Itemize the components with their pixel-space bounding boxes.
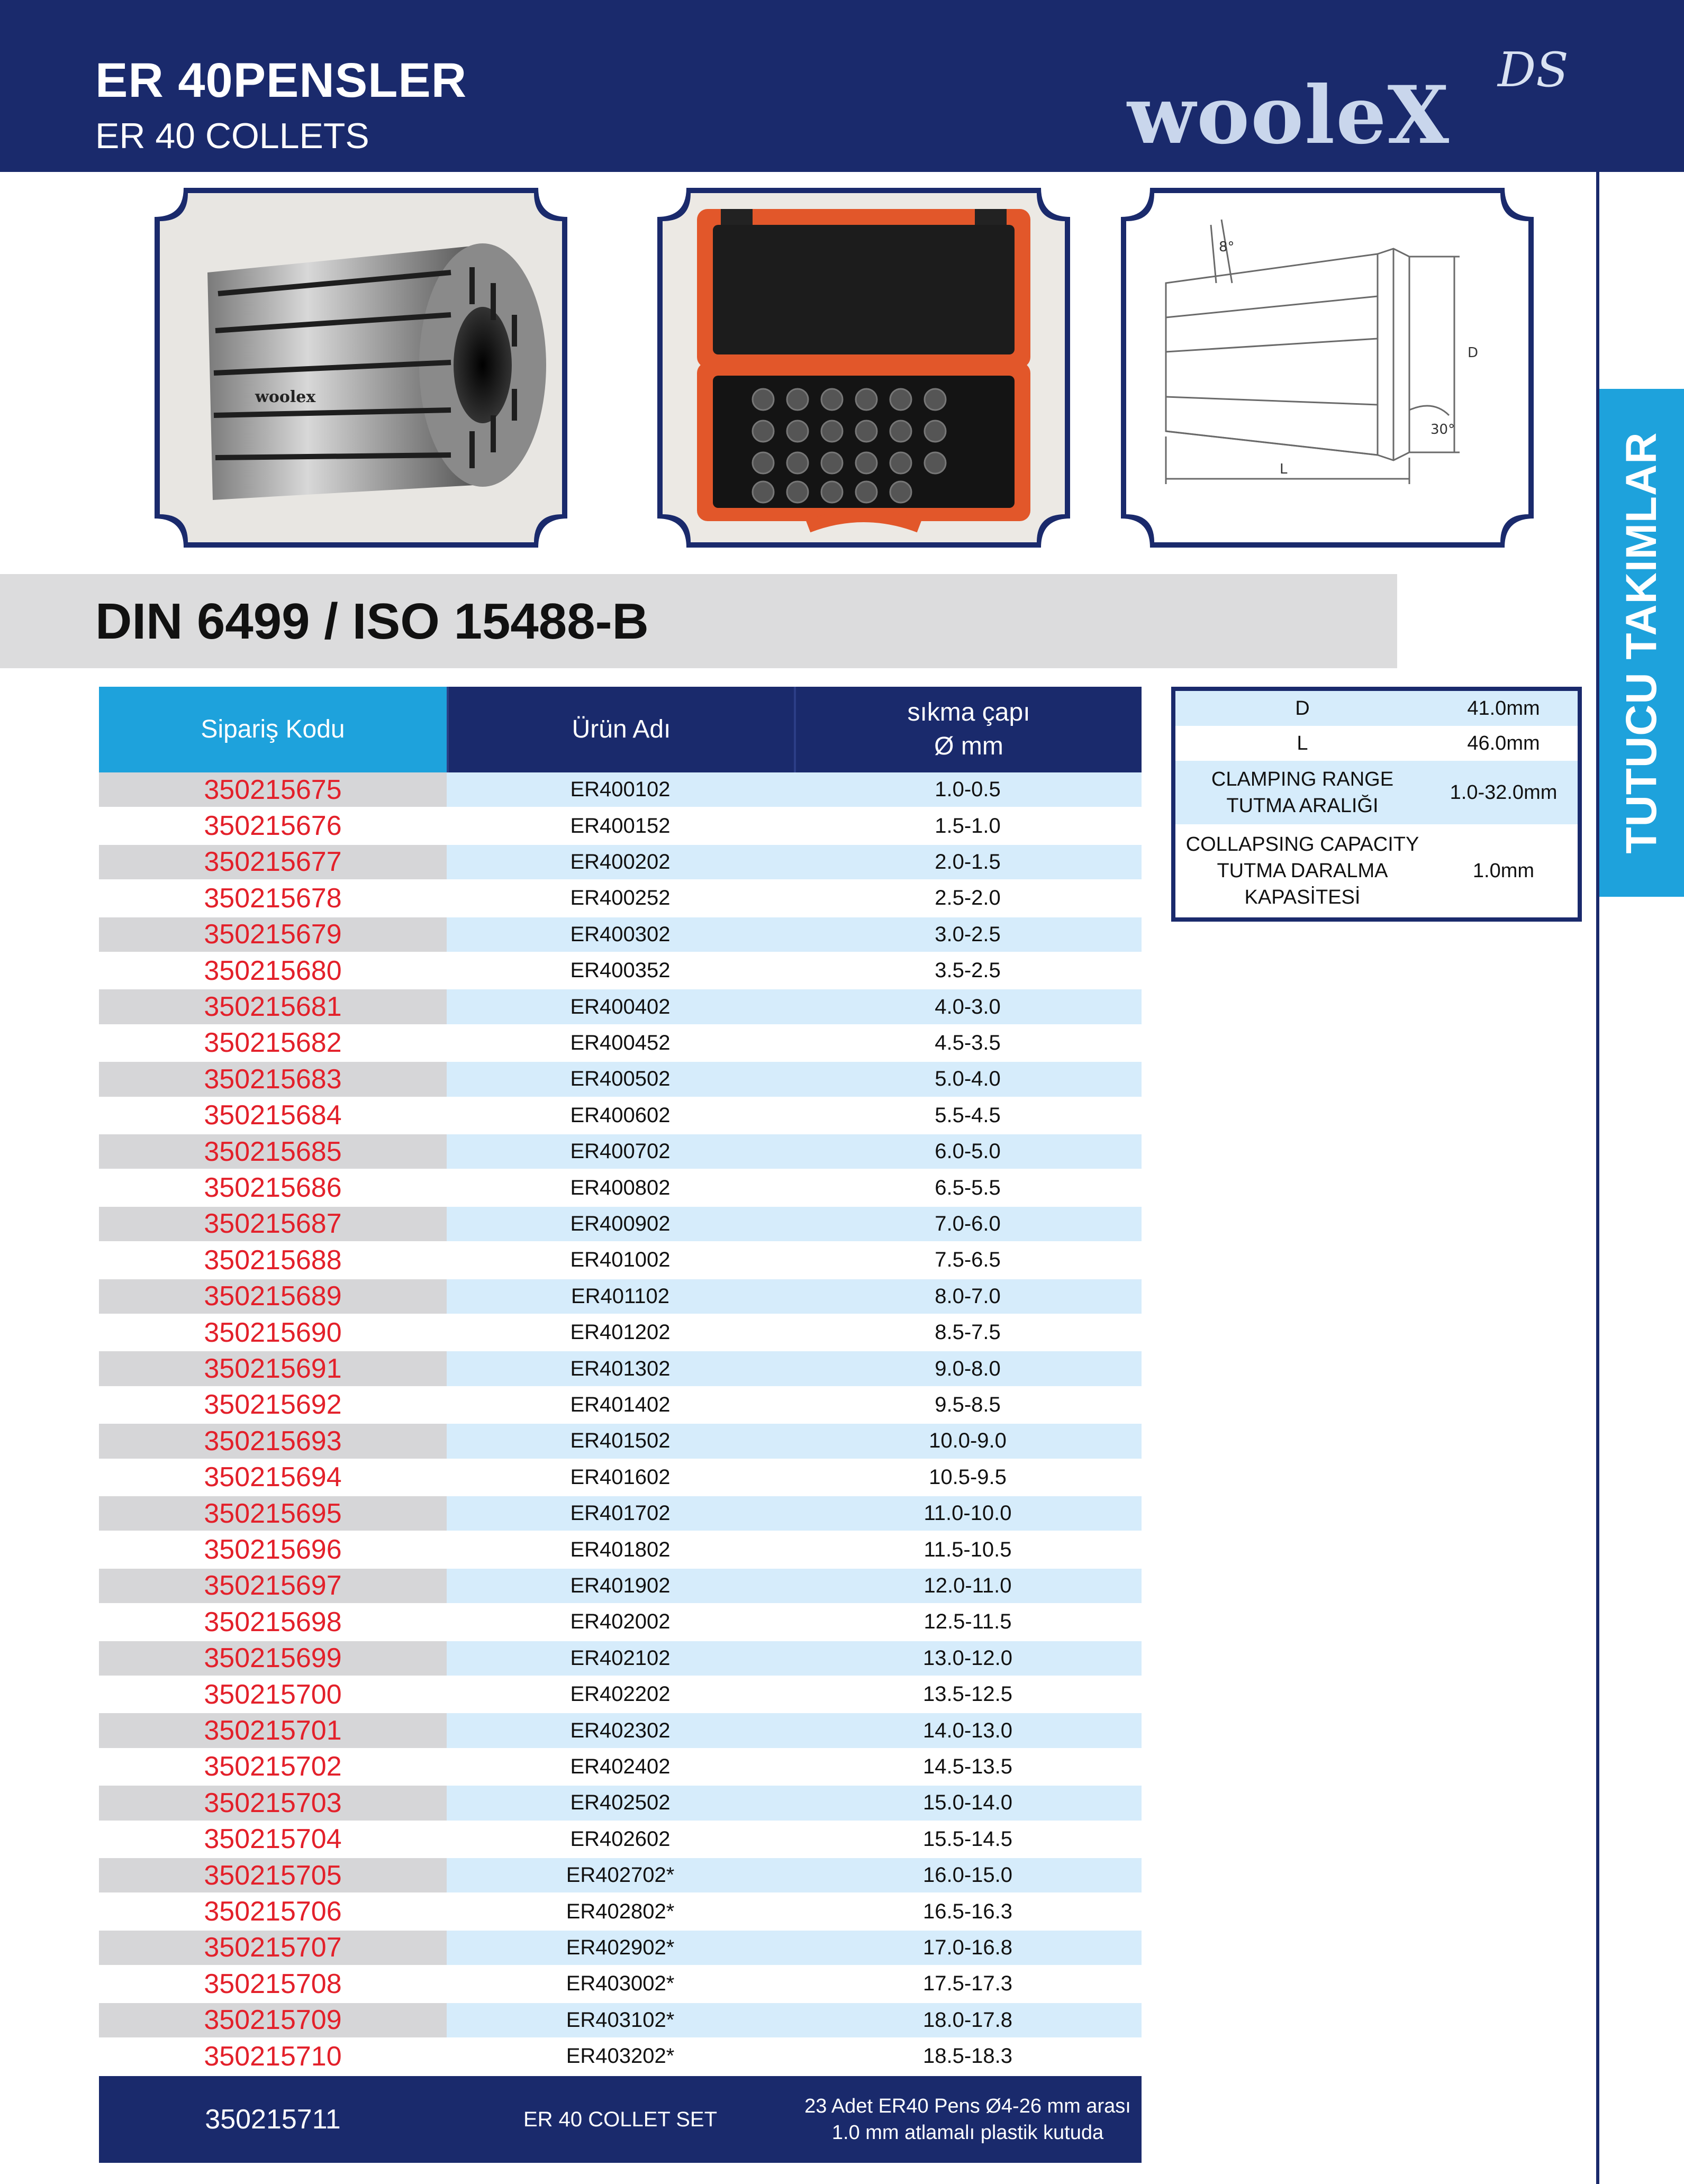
clamping-range-cell: 7.0-6.0 [794, 1207, 1142, 1241]
standard-title: DIN 6499 / ISO 15488-B [95, 593, 649, 650]
spec-clamping-label [1175, 761, 1429, 824]
table-row [99, 1967, 1142, 2003]
product-name-cell: ER402102 [447, 1641, 794, 1676]
order-code-cell: 350215710 [99, 2039, 447, 2073]
order-code-cell: 350215709 [99, 2003, 447, 2037]
set-code: 350215711 [205, 2104, 341, 2135]
order-code-cell: 350215694 [99, 1460, 447, 1495]
order-code-cell: 350215677 [99, 845, 447, 879]
table-row [99, 1279, 1142, 1315]
product-name-cell: ER402802* [447, 1894, 794, 1928]
order-code-cell: 350215706 [99, 1894, 447, 1928]
clamping-range-cell: 17.0-16.8 [794, 1931, 1142, 1965]
clamping-range-cell: 1.0-0.5 [794, 772, 1142, 807]
clamping-range-cell: 5.0-4.0 [794, 1062, 1142, 1096]
logo-wordmark: wooleX [1127, 69, 1451, 162]
clamping-range-cell: 6.0-5.0 [794, 1134, 1142, 1169]
product-name-cell: ER401902 [447, 1569, 794, 1603]
clamping-range-cell: 18.0-17.8 [794, 2003, 1142, 2037]
section-tab [1599, 389, 1684, 897]
logo-suffix: DS [1498, 42, 1569, 98]
product-name-cell: ER402902* [447, 1931, 794, 1965]
product-name-cell: ER400152 [447, 808, 794, 843]
product-name-cell: ER402302 [447, 1713, 794, 1748]
table-row [99, 1641, 1142, 1677]
product-name-cell: ER402002 [447, 1605, 794, 1639]
table-row [99, 1786, 1142, 1822]
order-code-cell: 350215684 [99, 1098, 447, 1133]
section-tab-label: TUTUCU TAKIMLAR [1617, 432, 1665, 854]
table-row [99, 1098, 1142, 1134]
spec-collapsing-label-tr2: KAPASİTESİ [1244, 886, 1361, 908]
header-clamping-diameter [794, 687, 1142, 772]
header-order-code: Sipariş Kodu [99, 687, 447, 772]
order-code-cell: 350215695 [99, 1496, 447, 1531]
order-code-cell: 350215679 [99, 917, 447, 952]
table-row [99, 1315, 1142, 1351]
clamping-range-cell: 14.5-13.5 [794, 1750, 1142, 1784]
spec-clamping-label-en: CLAMPING RANGE [1211, 768, 1394, 790]
product-name-cell: ER401202 [447, 1315, 794, 1350]
clamping-range-cell: 14.0-13.0 [794, 1713, 1142, 1748]
order-code-cell: 350215688 [99, 1243, 447, 1277]
clamping-range-cell: 16.0-15.0 [794, 1858, 1142, 1892]
product-name-cell: ER400702 [447, 1134, 794, 1169]
clamping-range-cell: 8.0-7.0 [794, 1279, 1142, 1314]
product-name-cell: ER402602 [447, 1822, 794, 1857]
table-row [99, 1170, 1142, 1206]
spec-clamping-label-tr: TUTMA ARALIĞI [1226, 795, 1379, 817]
order-code-cell: 350215675 [99, 772, 447, 807]
order-code-cell: 350215698 [99, 1605, 447, 1639]
table-row [99, 2039, 1142, 2075]
clamping-range-cell: 12.0-11.0 [794, 1569, 1142, 1603]
clamping-range-cell: 15.5-14.5 [794, 1822, 1142, 1857]
table-row [99, 1388, 1142, 1424]
product-name-cell: ER401002 [447, 1243, 794, 1277]
spec-d-label: D [1175, 691, 1429, 726]
product-name-cell: ER400252 [447, 881, 794, 915]
table-row [99, 2003, 1142, 2039]
drawing-length-label: L [1280, 461, 1288, 477]
product-name-cell: ER400352 [447, 953, 794, 988]
product-name-cell: ER400602 [447, 1098, 794, 1133]
table-row [99, 1858, 1142, 1894]
brand-logo [1127, 42, 1582, 164]
order-code-cell: 350215680 [99, 953, 447, 988]
table-row [99, 1532, 1142, 1568]
order-code-cell: 350215707 [99, 1931, 447, 1965]
clamping-range-cell: 12.5-11.5 [794, 1605, 1142, 1639]
product-name-cell: ER400402 [447, 989, 794, 1024]
table-row [99, 989, 1142, 1025]
spec-l-value: 46.0mm [1467, 732, 1540, 754]
table-row [99, 1243, 1142, 1279]
product-name-cell: ER402202 [447, 1677, 794, 1712]
table-row [99, 881, 1142, 917]
table-row [99, 1424, 1142, 1460]
page-subtitle: ER 40 COLLETS [95, 116, 369, 156]
order-code-cell: 350215676 [99, 808, 447, 843]
table-row [99, 808, 1142, 844]
clamping-range-cell: 10.0-9.0 [794, 1424, 1142, 1458]
order-code-cell: 350215683 [99, 1062, 447, 1096]
clamping-range-cell: 7.5-6.5 [794, 1243, 1142, 1277]
collet-engraving: woolex [255, 388, 316, 406]
clamping-range-cell: 4.0-3.0 [794, 989, 1142, 1024]
product-name-cell: ER401802 [447, 1532, 794, 1567]
clamping-range-cell: 5.5-4.5 [794, 1098, 1142, 1133]
product-name-cell: ER403202* [447, 2039, 794, 2073]
table-row [99, 1822, 1142, 1858]
table-row [99, 845, 1142, 881]
product-name-cell: ER402502 [447, 1786, 794, 1820]
order-code-cell: 350215704 [99, 1822, 447, 1857]
clamping-range-cell: 15.0-14.0 [794, 1786, 1142, 1820]
table-row [99, 1026, 1142, 1062]
table-row [99, 1569, 1142, 1605]
table-row [99, 1750, 1142, 1786]
table-row [99, 1713, 1142, 1749]
table-row [99, 1894, 1142, 1930]
product-name-cell: ER402702* [447, 1858, 794, 1892]
order-code-cell: 350215685 [99, 1134, 447, 1169]
product-name-cell: ER403102* [447, 2003, 794, 2037]
table-row [99, 1351, 1142, 1387]
spec-d-value: 41.0mm [1429, 691, 1578, 726]
order-code-cell: 350215701 [99, 1713, 447, 1748]
order-code-cell: 350215696 [99, 1532, 447, 1567]
clamping-range-cell: 10.5-9.5 [794, 1460, 1142, 1495]
clamping-range-cell: 4.5-3.5 [794, 1026, 1142, 1060]
order-code-cell: 350215686 [99, 1170, 447, 1205]
table-row [99, 1496, 1142, 1532]
spec-collapsing-label-tr1: TUTMA DARALMA [1217, 860, 1388, 882]
header-range-line2: Ø mm [934, 732, 1003, 760]
clamping-range-cell: 1.5-1.0 [794, 808, 1142, 843]
order-code-cell: 350215682 [99, 1026, 447, 1060]
order-code-cell: 350215678 [99, 881, 447, 915]
product-name-cell: ER402402 [447, 1750, 794, 1784]
spec-row-clamping [1175, 761, 1578, 824]
product-name-cell: ER400502 [447, 1062, 794, 1096]
product-name-cell: ER401302 [447, 1351, 794, 1386]
spec-collapsing-label [1175, 824, 1429, 917]
product-name-cell: ER401402 [447, 1388, 794, 1422]
product-name-cell: ER401502 [447, 1424, 794, 1458]
drawing-angle-top: 8° [1219, 239, 1235, 255]
product-name-cell: ER400102 [447, 772, 794, 807]
spec-collapsing-label-en: COLLAPSING CAPACITY [1185, 833, 1419, 856]
clamping-range-cell: 3.5-2.5 [794, 953, 1142, 988]
table-row [99, 953, 1142, 989]
clamping-range-cell: 18.5-18.3 [794, 2039, 1142, 2073]
order-code-cell: 350215697 [99, 1569, 447, 1603]
order-code-cell: 350215681 [99, 989, 447, 1024]
order-code-cell: 350215705 [99, 1858, 447, 1892]
spec-row-l [1175, 726, 1578, 761]
table-row [99, 1134, 1142, 1170]
product-name-cell: ER401702 [447, 1496, 794, 1531]
clamping-range-cell: 2.0-1.5 [794, 845, 1142, 879]
order-code-cell: 350215708 [99, 1967, 447, 2001]
page-header [0, 0, 1684, 172]
spec-table [1171, 687, 1582, 922]
clamping-range-cell: 2.5-2.0 [794, 881, 1142, 915]
clamping-range-cell: 3.0-2.5 [794, 917, 1142, 952]
clamping-range-cell: 8.5-7.5 [794, 1315, 1142, 1350]
clamping-range-cell: 16.5-16.3 [794, 1894, 1142, 1928]
order-code-cell: 350215699 [99, 1641, 447, 1676]
product-name-cell: ER400302 [447, 917, 794, 952]
product-name-cell: ER401602 [447, 1460, 794, 1495]
order-code-cell: 350215700 [99, 1677, 447, 1712]
order-code-cell: 350215703 [99, 1786, 447, 1820]
product-name-cell: ER400802 [447, 1170, 794, 1205]
header-range-line1: sıkma çapı [907, 698, 1030, 726]
table-row [99, 772, 1142, 808]
order-code-cell: 350215687 [99, 1207, 447, 1241]
order-code-cell: 350215690 [99, 1315, 447, 1350]
table-row [99, 1605, 1142, 1641]
table-row [99, 1062, 1142, 1098]
clamping-range-cell: 9.0-8.0 [794, 1351, 1142, 1386]
spec-l-label: L [1297, 732, 1308, 754]
collet-set-photo [657, 188, 1070, 548]
clamping-range-cell: 13.5-12.5 [794, 1677, 1142, 1712]
set-name: ER 40 COLLET SET [523, 2107, 718, 2131]
spec-row-collapsing [1175, 824, 1578, 917]
product-name-cell: ER401102 [447, 1279, 794, 1314]
page-title: ER 40PENSLER [95, 53, 467, 107]
table-header [99, 687, 1142, 772]
order-code-cell: 350215702 [99, 1750, 447, 1784]
set-description: 23 Adet ER40 Pens Ø4-26 mm arası 1.0 mm atlamalı plastik kutuda [804, 2095, 1131, 2144]
drawing-diameter-label: D [1468, 345, 1479, 361]
order-code-cell: 350215693 [99, 1424, 447, 1458]
clamping-range-cell: 13.0-12.0 [794, 1641, 1142, 1676]
order-code-cell: 350215689 [99, 1279, 447, 1314]
header-product-name: Ürün Adı [447, 687, 794, 772]
product-name-cell: ER403002* [447, 1967, 794, 2001]
clamping-range-cell: 9.5-8.5 [794, 1388, 1142, 1422]
spec-row-d [1175, 691, 1578, 726]
clamping-range-cell: 17.5-17.3 [794, 1967, 1142, 2001]
table-row [99, 1207, 1142, 1243]
order-code-cell: 350215691 [99, 1351, 447, 1386]
table-row [99, 1677, 1142, 1713]
table-row [99, 1931, 1142, 1967]
drawing-angle-bottom: 30° [1431, 422, 1455, 438]
product-name-cell: ER400202 [447, 845, 794, 879]
product-name-cell: ER400452 [447, 1026, 794, 1060]
product-name-cell: ER400902 [447, 1207, 794, 1241]
spec-clamping-value: 1.0-32.0mm [1429, 761, 1578, 824]
clamping-range-cell: 11.0-10.0 [794, 1496, 1142, 1531]
order-code-cell: 350215692 [99, 1388, 447, 1422]
clamping-range-cell: 6.5-5.5 [794, 1170, 1142, 1205]
table-row [99, 1460, 1142, 1496]
clamping-range-cell: 11.5-10.5 [794, 1532, 1142, 1567]
collet-set-row [99, 2076, 1142, 2163]
spec-collapsing-value: 1.0mm [1472, 860, 1535, 882]
technical-drawing [1121, 188, 1534, 548]
table-row [99, 917, 1142, 953]
collet-photo [155, 188, 567, 548]
